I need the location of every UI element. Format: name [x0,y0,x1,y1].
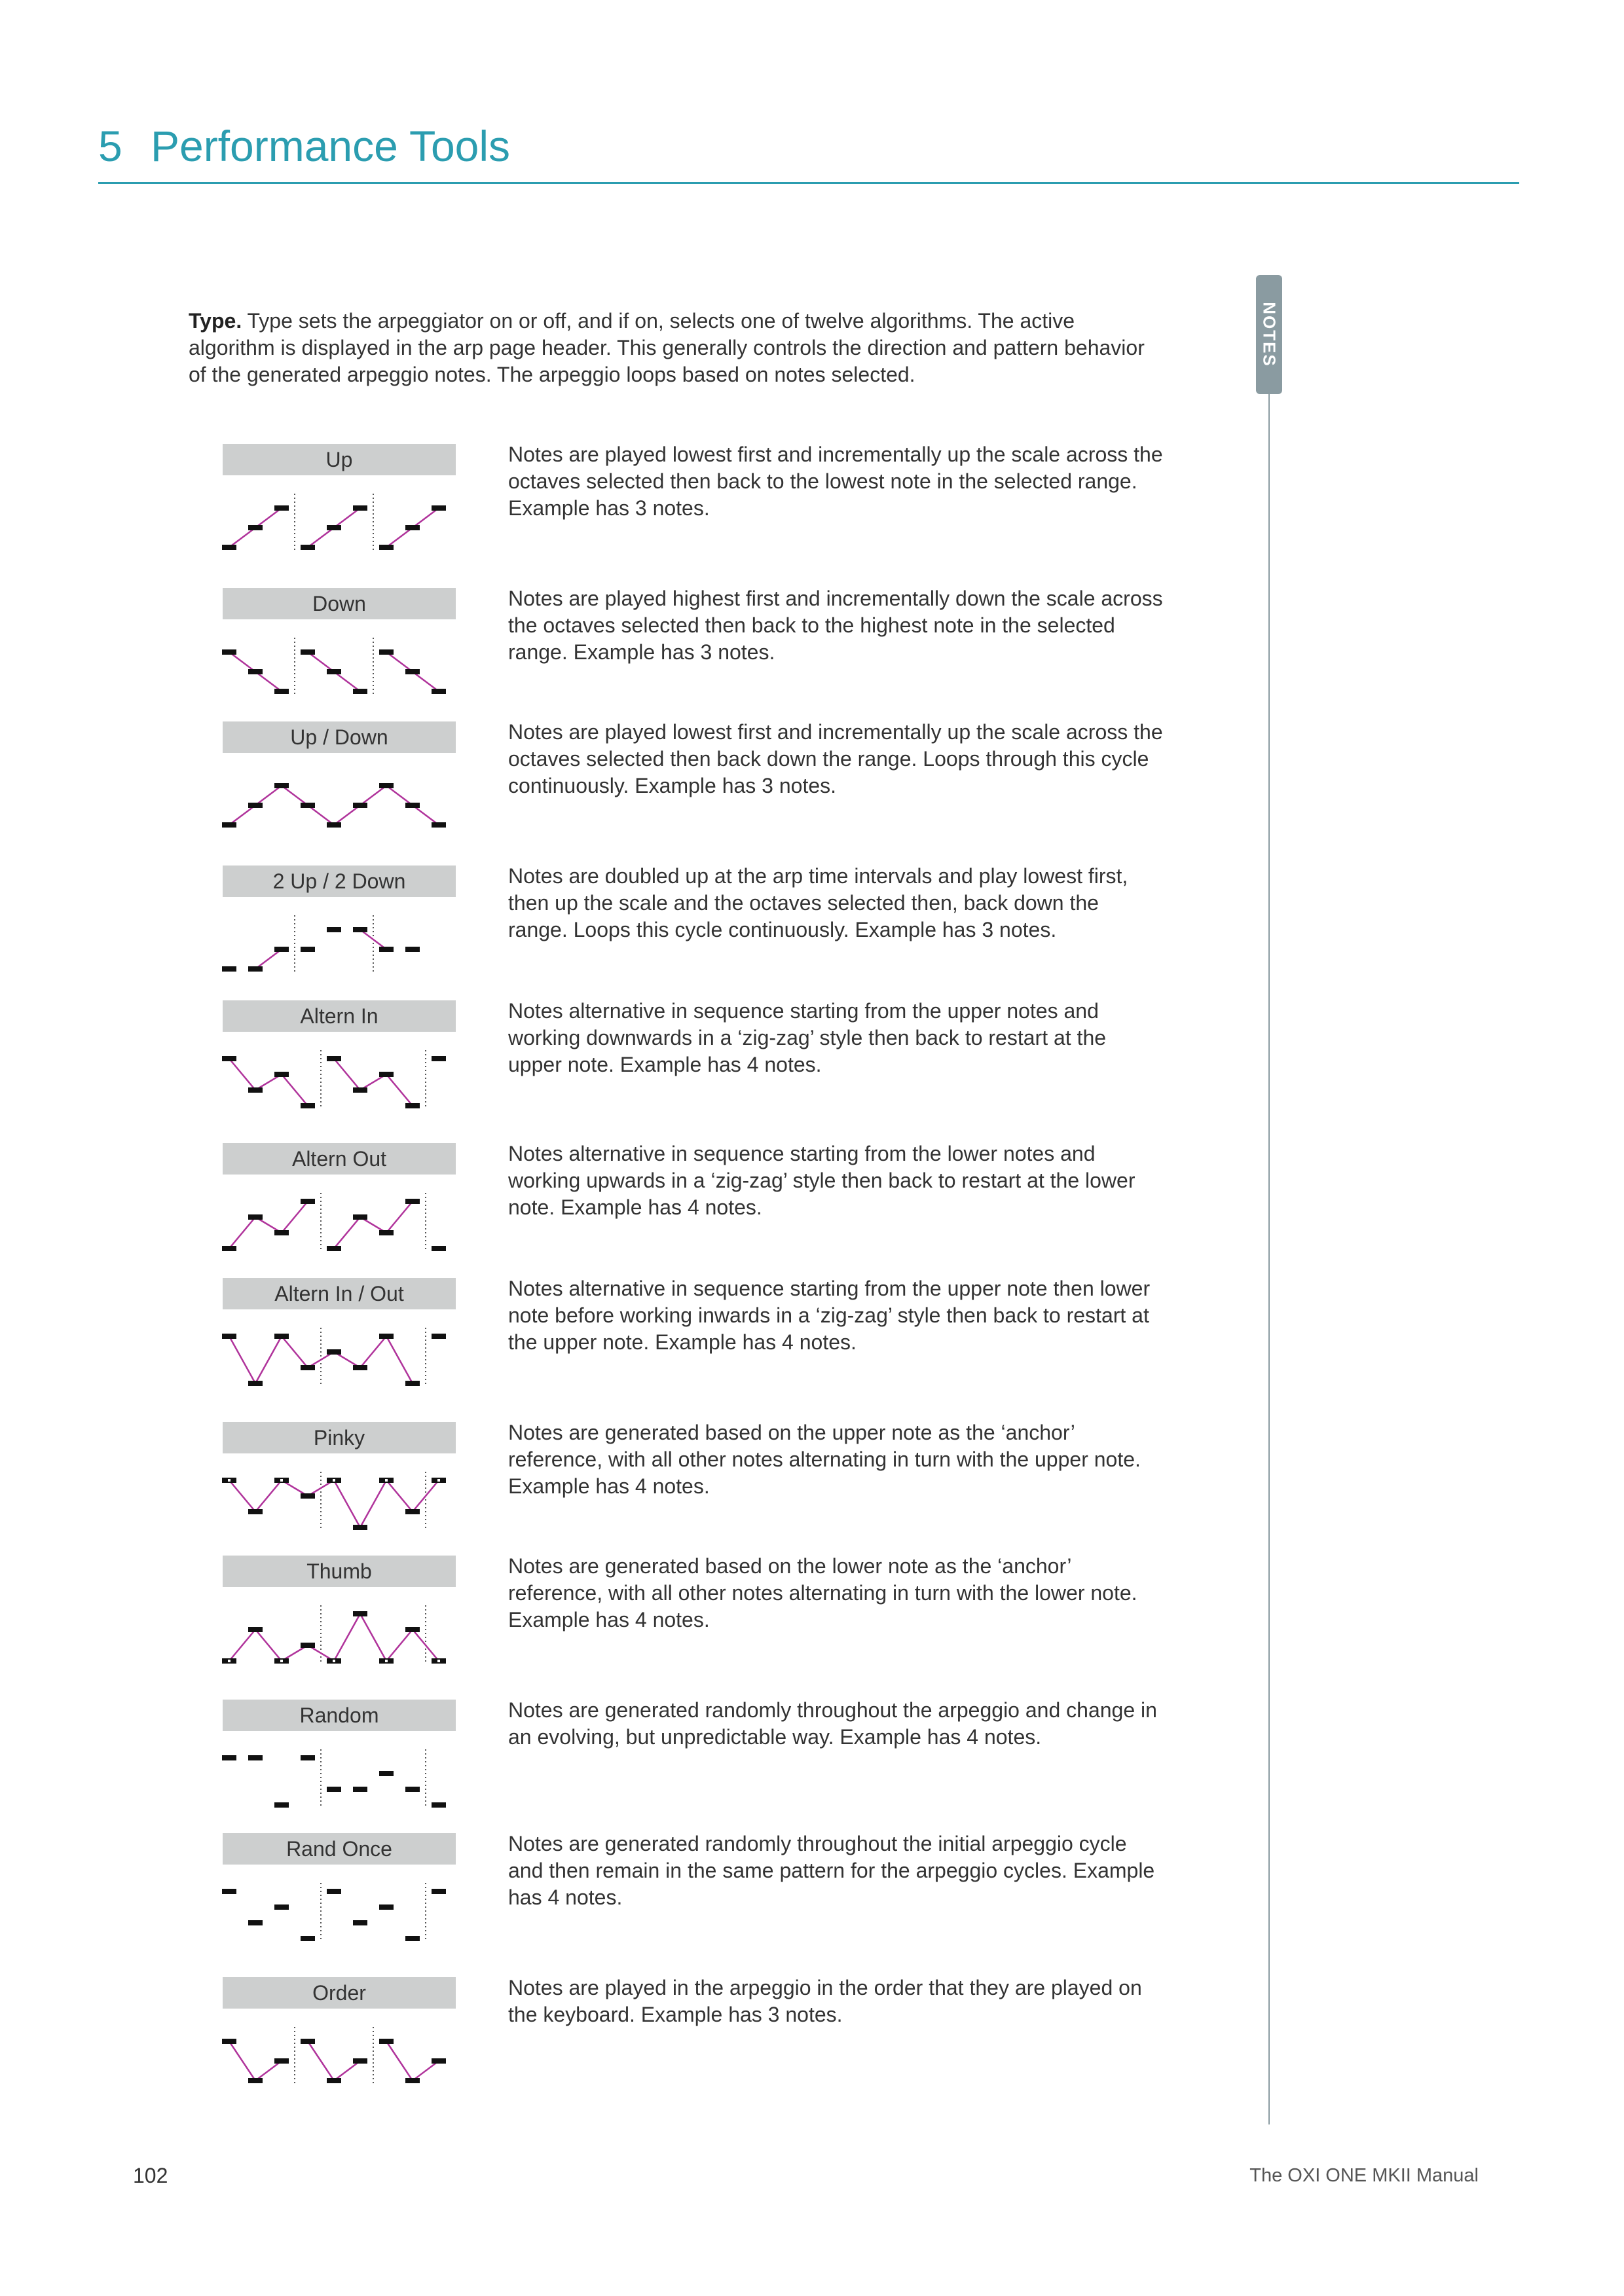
side-tab-label: NOTES [1259,302,1280,367]
arpeggio-pattern-diagram [223,1736,458,1808]
note-mark [327,1056,341,1061]
anchor-dot [385,1660,388,1662]
arpeggio-pattern-diagram [223,758,458,830]
note-mark [301,1755,315,1760]
algorithm-row [223,1422,1179,1553]
note-mark [301,649,315,655]
note-mark [353,927,367,932]
note-mark [432,1802,446,1808]
note-mark [222,966,236,972]
note-mark [248,2078,263,2083]
arpeggio-pattern-diagram [223,1180,458,1252]
note-mark [248,1755,263,1760]
note-mark [432,1334,446,1339]
pattern-line [229,786,334,825]
algorithm-description: Notes are generated based on the lower note as the ‘anchor’ reference, with all other notes alternating in turn with the lower note. Example has 4 notes. [508,1554,1137,1631]
note-mark [248,966,263,972]
anchor-dot [228,1479,231,1482]
algorithm-description: Notes are played highest first and incrementally down the scale across the octaves selected then back to the highest note in the selected range. Example has 3 notes. [508,587,1163,664]
note-mark [248,1627,263,1632]
note-mark [379,1230,394,1235]
note-mark [327,1787,341,1792]
note-mark [405,1936,420,1941]
note-mark [353,1920,367,1925]
algorithm-description: Notes are generated randomly throughout the initial arpeggio cycle and then remain in the same pattern for the arpeggio cycles. Example has 4 notes. [508,1832,1155,1909]
note-mark [432,505,446,511]
pattern-line [334,786,439,825]
chapter-number: 5 [98,122,122,170]
note-mark [248,1214,263,1220]
note-mark [353,1087,367,1093]
note-mark [248,1381,263,1386]
note-mark [405,803,420,808]
note-mark [274,1802,289,1808]
algorithm-description: Notes alternative in sequence starting from the lower notes and working upwards in a ‘zig-zag’ style then back to restart at the lower note. Example has 4 notes. [508,1142,1135,1219]
note-mark [379,649,394,655]
arpeggio-pattern-diagram [223,481,458,553]
note-mark [274,1230,289,1235]
note-mark [248,803,263,808]
algorithm-description: Notes are played lowest first and incrementally up the scale across the octaves selected then back down the range. Loops through this cycle continuously. Example has 3 notes. [508,720,1163,797]
note-mark [405,669,420,674]
note-mark [301,545,315,550]
note-mark [353,505,367,511]
note-mark [222,649,236,655]
intro-paragraph [189,308,1158,388]
note-mark [353,803,367,808]
note-mark [405,1199,420,1204]
arpeggio-pattern-diagram [223,1870,458,1942]
algorithm-label: Order [223,1977,456,2009]
note-mark [379,2039,394,2044]
note-mark [405,947,420,952]
note-mark [301,1365,315,1370]
chapter-title: Performance Tools [151,122,511,170]
anchor-dot [385,1479,388,1482]
note-mark [379,947,394,952]
algorithm-label: Down [223,588,456,619]
pattern-line [229,1336,413,1383]
algorithm-description: Notes alternative in sequence starting from the upper note then lower note before working inwards in a ‘zig-zag’ style then back to restart at the upper note. Example has 4 notes. [508,1277,1151,1354]
intro-term: Type. [189,309,242,333]
arpeggio-pattern-diagram [223,1315,458,1387]
note-mark [432,1246,446,1251]
note-mark [353,2058,367,2064]
anchor-dot [333,1479,335,1482]
note-mark [432,689,446,694]
page-number: 102 [133,2164,168,2187]
manual-title: The OXI ONE MKII Manual [1249,2165,1479,2186]
note-mark [248,1509,263,1514]
note-mark [301,1643,315,1648]
note-mark [222,822,236,828]
note-mark [379,1904,394,1910]
note-mark [222,2039,236,2044]
note-mark [301,1493,315,1499]
note-mark [432,1889,446,1894]
note-mark [327,525,341,530]
note-mark [274,1904,289,1910]
algorithm-description: Notes are doubled up at the arp time intervals and play lowest first, then up the scale and the octaves selected then, back down the range. Loops this cycle continuously. Example has 3 notes. [508,864,1128,941]
arpeggio-pattern-diagram [223,1037,458,1109]
algorithm-label: Random [223,1700,456,1731]
algorithm-row [223,1000,1179,1131]
algorithm-row [223,1556,1179,1686]
algorithm-label: Up / Down [223,721,456,753]
note-mark [274,1072,289,1077]
note-mark [301,2039,315,2044]
note-mark [353,1611,367,1616]
algorithm-row [223,866,1179,996]
note-mark [327,1889,341,1894]
note-mark [379,1072,394,1077]
pattern-line [229,1059,308,1106]
algorithm-row [223,588,1179,719]
arpeggio-pattern-diagram [223,1459,458,1531]
note-mark [432,1056,446,1061]
pattern-line [229,2041,282,2081]
note-mark [379,1334,394,1339]
note-mark [327,2078,341,2083]
pattern-line [229,1480,439,1527]
note-mark [222,1334,236,1339]
note-mark [301,947,315,952]
pattern-line [229,1201,308,1248]
pattern-line [334,1059,413,1106]
note-mark [274,947,289,952]
note-mark [405,525,420,530]
note-mark [274,505,289,511]
arpeggio-pattern-diagram [223,625,458,697]
pattern-line [308,2041,360,2081]
anchor-dot [228,1660,231,1662]
algorithm-row [223,1977,1179,2108]
note-mark [301,1103,315,1108]
algorithm-description: Notes are played in the arpeggio in the order that they are played on the keyboard. Example has 3 notes. [508,1976,1142,2026]
note-mark [248,669,263,674]
algorithm-label: Pinky [223,1422,456,1453]
algorithm-row [223,1833,1179,1964]
algorithm-row [223,1143,1179,1274]
algorithm-label: Altern In [223,1000,456,1032]
pattern-line [255,949,282,969]
note-mark [405,2078,420,2083]
algorithm-row [223,444,1179,575]
note-mark [301,803,315,808]
note-mark [379,545,394,550]
note-mark [222,545,236,550]
anchor-dot [333,1660,335,1662]
arpeggio-pattern-diagram [223,902,458,974]
algorithm-description: Notes alternative in sequence starting from the upper notes and working downwards in a ‘zig-zag’ style then back to restart at the upper note. Example has 4 notes. [508,999,1107,1076]
algorithm-description: Notes are generated randomly throughout the arpeggio and change in an evolving, but unpredictable way. Example has 4 notes. [508,1698,1157,1749]
intro-text: Type sets the arpeggiator on or off, and if on, selects one of twelve algorithms. The active algorithm is displayed in the arp page header. This generally controls the direction and pattern behavior of the generated arpeggio notes. The arpeggio loops based on notes selected. [189,309,1145,386]
note-mark [222,1246,236,1251]
note-mark [301,1199,315,1204]
note-mark [327,927,341,932]
algorithm-row [223,721,1179,852]
note-mark [353,1525,367,1530]
pattern-line [229,1614,439,1661]
note-mark [379,783,394,788]
anchor-dot [280,1660,283,1662]
note-mark [432,2058,446,2064]
arpeggio-pattern-diagram [223,1592,458,1664]
note-mark [248,1920,263,1925]
notes-side-tab[interactable] [1256,275,1282,394]
pattern-line [334,1201,413,1248]
note-mark [405,1103,420,1108]
note-mark [248,1087,263,1093]
note-mark [405,1509,420,1514]
algorithm-label: 2 Up / 2 Down [223,866,456,897]
algorithm-label: Rand Once [223,1833,456,1865]
anchor-dot [437,1479,440,1482]
pattern-line [360,930,386,949]
note-mark [248,525,263,530]
note-mark [405,1627,420,1632]
note-mark [222,1889,236,1894]
note-mark [327,822,341,828]
note-mark [222,1755,236,1760]
algorithm-label: Up [223,444,456,475]
header-rule [98,182,1519,184]
note-mark [353,1787,367,1792]
note-mark [274,2058,289,2064]
algorithm-row [223,1700,1179,1831]
note-mark [274,783,289,788]
note-mark [379,1771,394,1776]
note-mark [405,1787,420,1792]
algorithm-row [223,1278,1179,1409]
note-mark [301,1936,315,1941]
note-mark [353,689,367,694]
note-mark [327,669,341,674]
algorithm-label: Thumb [223,1556,456,1587]
arpeggio-pattern-diagram [223,2014,458,2086]
anchor-dot [280,1479,283,1482]
note-mark [222,1056,236,1061]
note-mark [353,1214,367,1220]
note-mark [405,1381,420,1386]
side-line [1268,393,1270,2124]
algorithm-description: Notes are played lowest first and incrementally up the scale across the octaves selected then back to the lowest note in the selected range. Example has 3 notes. [508,443,1163,520]
algorithm-label: Altern Out [223,1143,456,1175]
note-mark [327,1246,341,1251]
note-mark [432,822,446,828]
note-mark [327,1349,341,1355]
chapter-heading [98,121,510,171]
algorithm-description: Notes are generated based on the upper note as the ‘anchor’ reference, with all other notes alternating in turn with the upper note. Example has 4 notes. [508,1421,1141,1498]
algorithm-label: Altern In / Out [223,1278,456,1309]
pattern-line [386,2041,439,2081]
note-mark [353,1365,367,1370]
note-mark [274,1334,289,1339]
note-mark [274,689,289,694]
anchor-dot [437,1660,440,1662]
